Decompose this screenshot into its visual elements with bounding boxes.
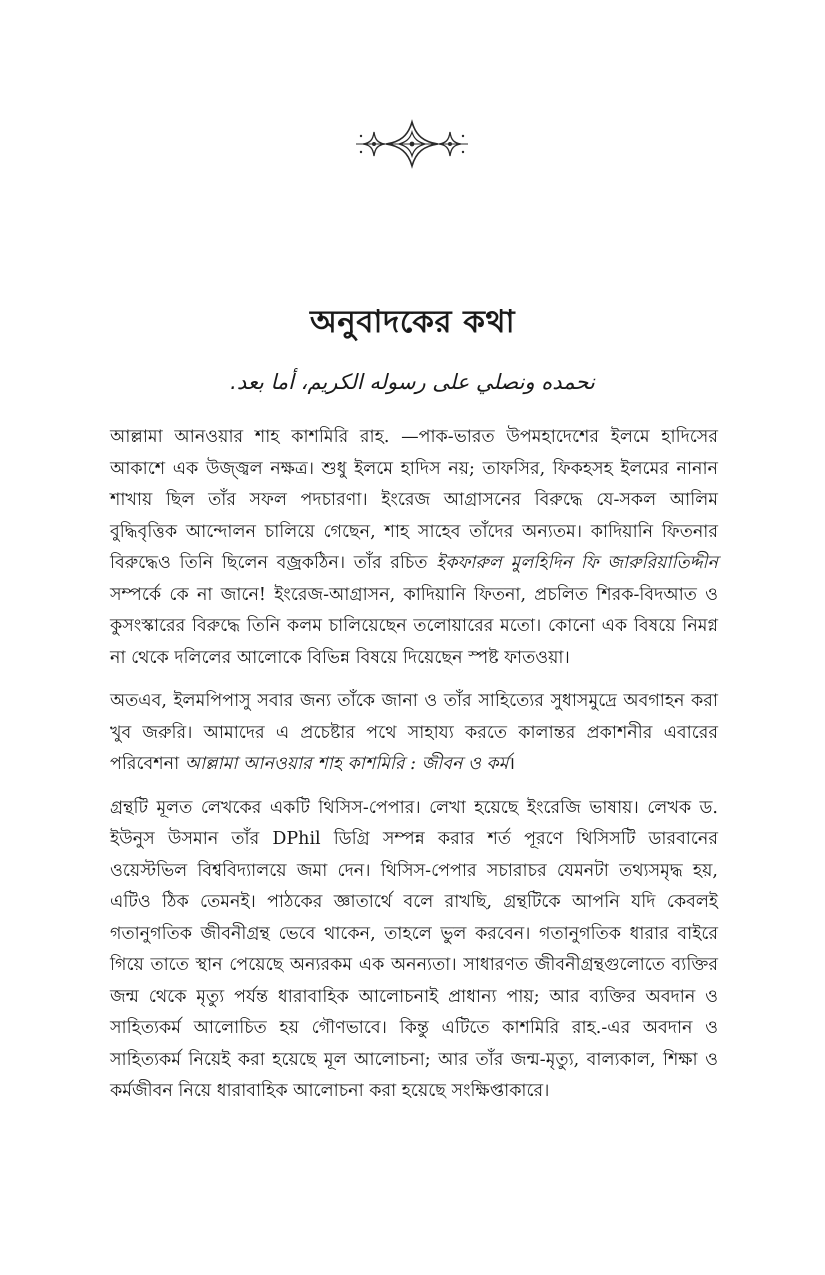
- paragraph-1-text: আল্লামা আনওয়ার শাহ কাশমিরি রাহ. —পাক-ভারত উপমহাদেশের ইলমে হাদিসের আকাশে এক উজ্জ্বল নক্ষত্র। শুধু ইলমে হাদিস নয়; তাফসির, ফিকহসহ ইলমের নানান শাখায় ছিল তাঁর সফল পদচারণা। ইংরেজ আগ্রাসনের বিরুদ্ধে যে-সকল আলিম বুদ্ধিবৃত্তিক আন্দোলন চালিয়ে গেছেন, শাহ সাহেব তাঁদের অন্যতম। কাদিয়ানি ফিতনার বিরুদ্ধেও তিনি ছিলেন বজ্রকঠিন। তাঁর রচিত: [110, 427, 718, 573]
- paragraph-2-text: অতএব, ইলমপিপাসু সবার জন্য তাঁকে জানা ও তাঁর সাহিত্যের সুধাসমুদ্রে অবগাহন করা খুব জরুরি। আমাদের এ প্রচেষ্টার পথে সাহায্য করতে কালান্তর প্রকাশনীর এবারের পরিবেশনা: [110, 691, 718, 774]
- page-title: অনুবাদকের কথা: [309, 304, 516, 340]
- book-title-ikfarul: ইকফারুল মুলহিদিন ফি জারুরিয়াতিদ্দীন: [436, 553, 718, 573]
- paragraph-1-end: সম্পর্কে কে না জানে! ইংরেজ-আগ্রাসন, কাদিয়ানি ফিতনা, প্রচলিত শিরক-বিদআত ও কুসংস্কারের বিরুদ্ধে তিনি কলম চালিয়েছেন তলোয়ারের মতো। কোনো এক বিষয়ে নিমগ্ন না থেকে দলিলের আলোকে বিভিন্ন বিষয়ে দিয়েছেন স্পষ্ট ফাতওয়া।: [110, 584, 718, 668]
- paragraph-2: [110, 686, 718, 781]
- paragraph-2-end: ।: [508, 754, 516, 774]
- paragraph-3: গ্রন্থটি মূলত লেখকের একটি থিসিস-পেপার। লেখা হয়েছে ইংরেজি ভাষায়। লেখক ড. ইউনুস উসমান তাঁর DPhil ডিগ্রি সম্পন্ন করার শর্ত পূরণে থিসিসটি ডারবানের ওয়েস্টভিল বিশ্ববিদ্যালয়ে জমা দেন। থিসিস-পেপার সচারাচর যেমনটা তথ্যসমৃদ্ধ হয়, এটিও ঠিক তেমনই। পাঠকের জ্ঞাতার্থে বলে রাখছি, গ্রন্থটিকে আপনি যদি কেবলই গতানুগতিক জীবনীগ্রন্থ ভেবে থাকেন, তাহলে ভুল করবেন। গতানুগতিক ধারার বাইরে গিয়ে তাতে স্থান পেয়েছে অন্যরকম এক অনন্যতা। সাধারণত জীবনীগ্রন্থগুলোতে ব্যক্তির জন্ম থেকে মৃত্যু পর্যন্ত ধারাবাহিক আলোচনাই প্রাধান্য পায়; আর ব্যক্তির অবদান ও সাহিত্যকর্ম আলোচিত হয় গৌণভাবে। কিন্তু এটিতে কাশমিরি রাহ.-এর অবদান ও সাহিত্যকর্ম নিয়েই করা হয়েছে মূল আলোচনা; আর তাঁর জন্ম-মৃত্যু, বাল্যকাল, শিক্ষা ও কর্মজীবন নিয়ে ধারাবাহিক আলোচনা করা হয়েছে সংক্ষিপ্তাকারে।: [110, 797, 718, 1101]
- book-title-current: আল্লামা আনওয়ার শাহ কাশমিরি : জীবন ও কর্ম: [184, 754, 509, 774]
- paragraph-1: [110, 422, 718, 674]
- arabic-invocation: نحمده ونصلي على رسوله الكريم، أما بعد.: [230, 370, 595, 394]
- body-text: [110, 422, 718, 1120]
- decorative-diamond-ornament-icon: [352, 118, 472, 170]
